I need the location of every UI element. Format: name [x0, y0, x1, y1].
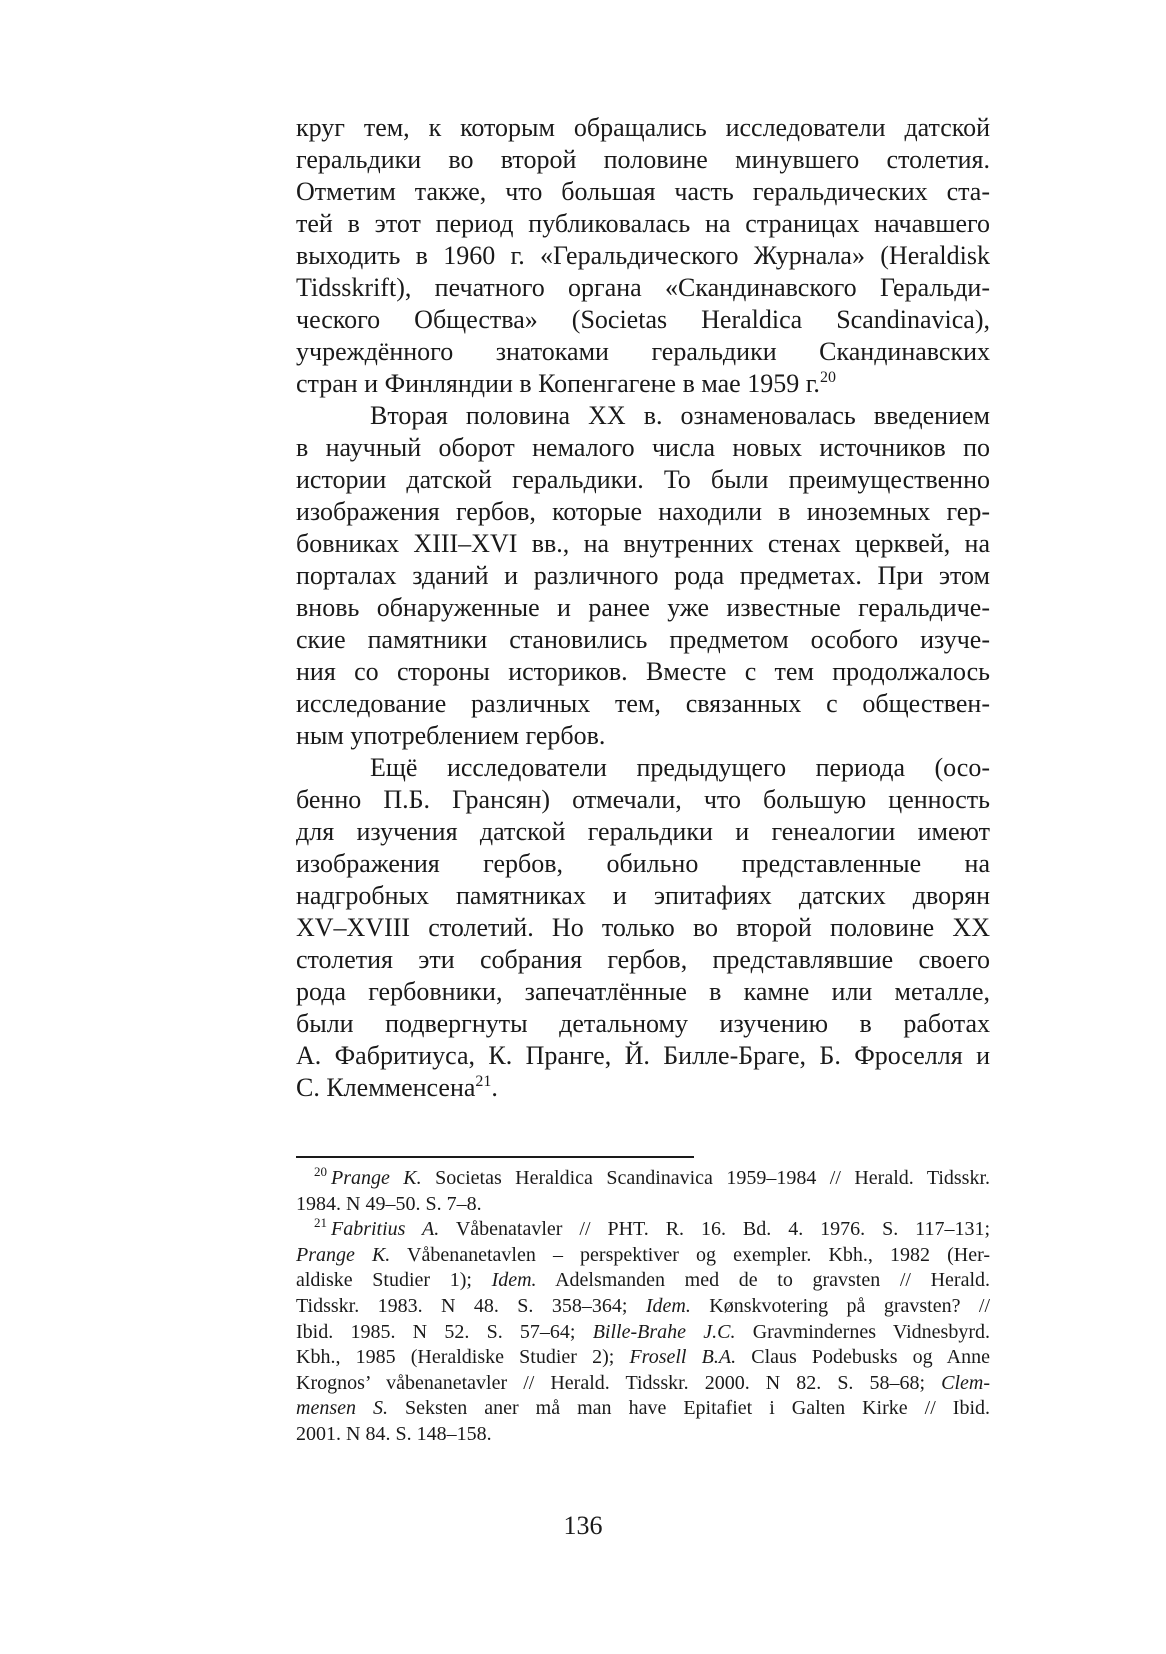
footnote-text: Våbenanetavlen – perspektiver og exempler. Kbh., 1982 (Her- — [390, 1243, 990, 1266]
text-fragment: С. Клемменсена — [296, 1073, 476, 1102]
text-line — [296, 1072, 990, 1104]
footnote-number: 20 — [314, 1164, 327, 1179]
text-fragment: стран и Финляндии в Копенгагене в мае 1959 г. — [296, 369, 820, 398]
footnote-text: Ibid. 1985. N 52. S. 57–64; — [296, 1320, 593, 1343]
footnote-text: Krognos’ våbenanetavler // Herald. Tidsskr. 2000. N 82. S. 58–68; — [296, 1371, 942, 1394]
footnote-text: Adelsmanden med de to gravsten // Herald. — [536, 1269, 991, 1292]
footnote-line — [296, 1294, 990, 1320]
footnote-separator — [296, 1156, 694, 1158]
text-line: рода гербовники, запечатлённые в камне или металле, — [296, 977, 990, 1006]
footnote-line — [296, 1166, 990, 1192]
text-line: XV–XVIII столетий. Но только во второй половине ХХ — [296, 913, 990, 942]
text-line: ным употреблением гербов. — [296, 721, 606, 750]
text-line: Отметим также, что большая часть геральдических ста- — [296, 177, 990, 206]
text-line: ские памятники становились предметом особого изуче- — [296, 625, 990, 654]
footnote-line — [296, 1371, 990, 1397]
text-line: тей в этот период публиковалась на страницах начавшего — [296, 209, 990, 238]
text-line — [296, 368, 990, 400]
footnote-author: Idem. — [491, 1269, 537, 1292]
text-line: Вторая половина ХХ в. ознаменовалась введением — [370, 401, 990, 430]
footnote-text: Seksten aner må man have Epitafiet i Galten Kirke // Ibid. — [388, 1397, 991, 1420]
footnote-text: Kønskvotering på gravsten? // — [690, 1294, 991, 1317]
footnote-text: Gravmindernes Vidnesbyrd. — [735, 1320, 990, 1343]
text-line: в научный оборот немалого числа новых источников по — [296, 433, 990, 462]
footnote-author: Frosell B.A. — [629, 1346, 737, 1369]
text-line: круг тем, к которым обращались исследователи датской — [296, 113, 990, 142]
text-line: выходить в 1960 г. «Геральдического Журнала» (Heraldisk — [296, 241, 990, 270]
footnote-text: Claus Podebusks og Anne — [736, 1346, 990, 1369]
footnote-author: Bille-Brahe J.C. — [592, 1320, 736, 1343]
footnote-line — [296, 1243, 990, 1269]
text-line: изображения гербов, которые находили в иноземных гер- — [296, 497, 990, 526]
footnote-text: Tidsskr. 1983. N 48. S. 358–364; — [296, 1294, 646, 1317]
text-line: порталах зданий и различного рода предметах. При этом — [296, 561, 990, 590]
text-line: геральдики во второй половине минувшего столетия. — [296, 145, 990, 174]
footnote-number: 21 — [314, 1215, 327, 1231]
footnotes — [296, 1166, 990, 1448]
footnote-author: Fabritius A. — [331, 1218, 440, 1241]
footnote-author: Clem- — [941, 1371, 990, 1394]
text-line: изображения гербов, обильно представленные на — [296, 849, 990, 878]
text-line: были подвергнуты детальному изучению в работах — [296, 1009, 990, 1038]
text-line: исследование различных тем, связанных с обществен- — [296, 689, 990, 718]
footnote-text: Societas Heraldica Scandinavica 1959–1984 // Herald. Tidsskr. — [421, 1167, 991, 1189]
footnote-line — [296, 1396, 990, 1422]
text-line: учреждённого знатоками геральдики Скандинавских — [296, 337, 990, 366]
footnote-author: Idem. — [645, 1294, 691, 1317]
footnote-author: Prange K. — [296, 1243, 391, 1266]
footnote-ref: 20 — [819, 369, 836, 386]
text-line: для изучения датской геральдики и генеалогии имеют — [296, 817, 990, 846]
footnote-line — [296, 1268, 990, 1294]
footnote-line — [296, 1217, 990, 1243]
page-number: 136 — [563, 1511, 603, 1540]
text-line: Ещё исследователи предыдущего периода (осо- — [370, 753, 990, 782]
text-line: А. Фабритиуса, К. Пранге, Й. Билле-Браге, Б. Фроселля и — [296, 1041, 990, 1070]
text-line: надгробных памятниках и эпитафиях датских дворян — [296, 881, 990, 910]
footnote-ref: 21 — [475, 1073, 492, 1090]
text-line: ния со стороны историков. Вместе с тем продолжалось — [296, 657, 990, 686]
footnote-text: Våbenatavler // PHT. R. 16. Bd. 4. 1976. S. 117–131; — [439, 1218, 990, 1241]
text-line: бенно П.Б. Грансян) отмечали, что большую ценность — [296, 785, 990, 814]
main-text — [296, 112, 990, 1104]
text-line: истории датской геральдики. То были преимущественно — [296, 465, 990, 494]
text-line: бовниках XIII–XVI вв., на внутренних стенах церквей, на — [296, 529, 990, 558]
text-line: столетия эти собрания гербов, представлявшие своего — [296, 945, 990, 974]
footnote-author: mensen S. — [296, 1397, 388, 1420]
text-line: Tidsskrift), печатного органа «Скандинавского Геральди- — [296, 273, 990, 302]
footnote-line: 2001. N 84. S. 148–158. — [296, 1422, 492, 1445]
footnote-line — [296, 1345, 990, 1371]
text-line: вновь обнаруженные и ранее уже известные геральдиче- — [296, 593, 990, 622]
footnote-author: Prange K. — [331, 1167, 422, 1189]
text-fragment: . — [491, 1073, 498, 1102]
footnote-line: 1984. N 49–50. S. 7–8. — [296, 1192, 482, 1215]
footnote-text: Kbh., 1985 (Heraldiske Studier 2); — [296, 1346, 630, 1369]
footnote-text: aldiske Studier 1); — [296, 1269, 492, 1292]
text-line: ческого Общества» (Societas Heraldica Scandinavica), — [296, 305, 990, 334]
footnote-line — [296, 1320, 990, 1346]
